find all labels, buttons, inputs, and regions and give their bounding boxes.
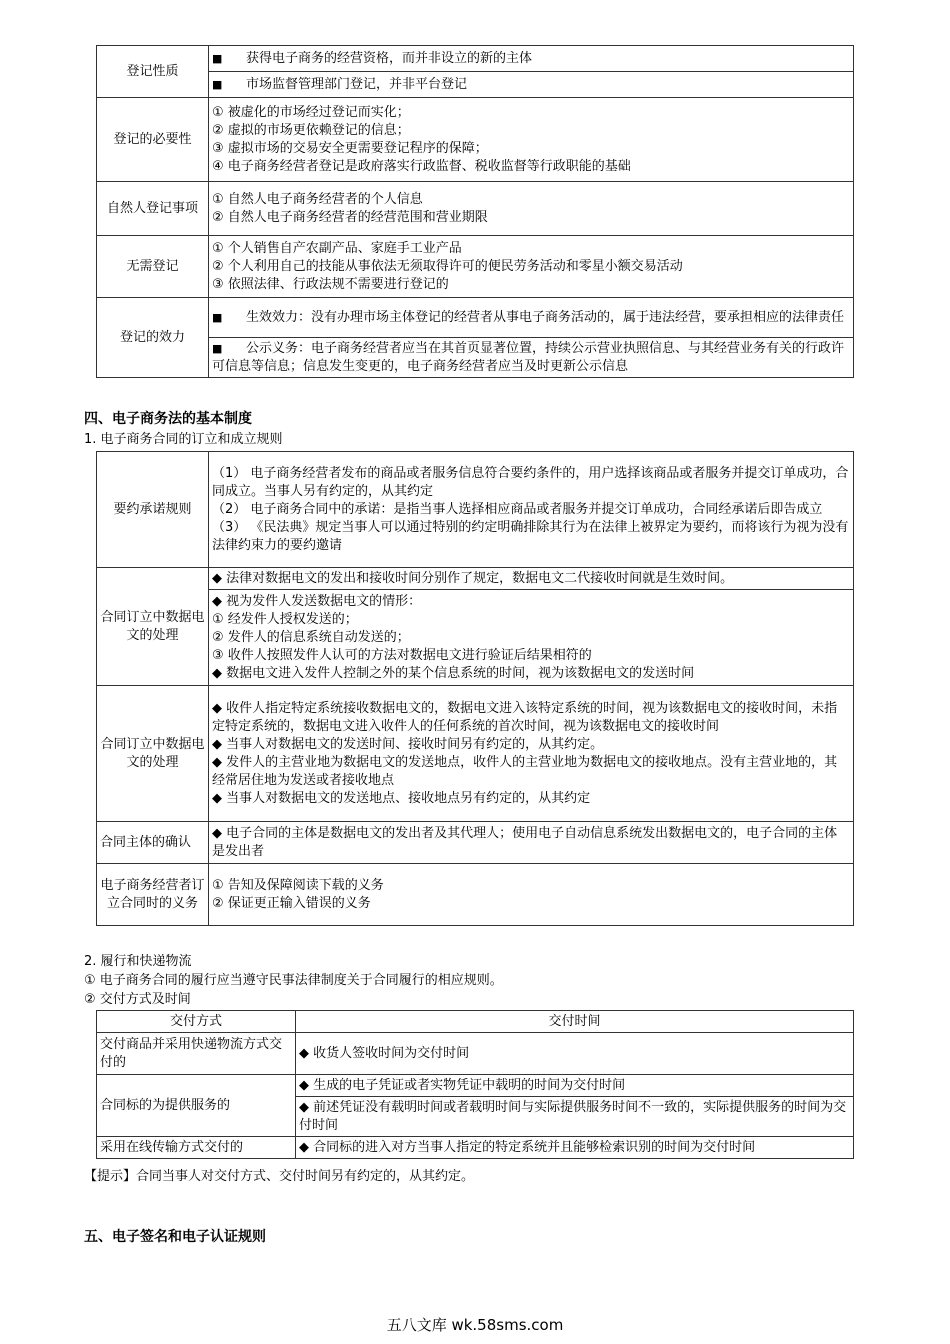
cell: ■ 生效效力：没有办理市场主体登记的经营者从事电子商务活动的，属于违法经营，要承担相应的法律责任: [209, 298, 854, 338]
paragraph: ① 电子商务合同的履行应当遵守民事法律制度关于合同履行的相应规则。: [84, 973, 503, 988]
row-label: 合同订立中数据电文的处理: [97, 568, 209, 686]
delivery-table: [96, 1010, 854, 1159]
cell: ① 个人销售自产农副产品、家庭手工业产品 ② 个人利用自己的技能从事依法无须取得许可的便民劳务活动和零星小额交易活动 ③ 依照法律、行政法规不需要进行登记的: [209, 236, 854, 298]
tip-note: 【提示】合同当事人对交付方式、交付时间另有约定的，从其约定。: [84, 1169, 475, 1184]
contract-table: [96, 451, 854, 926]
subsection-2-heading: 2. 履行和快递物流: [84, 954, 192, 969]
cell: 交付商品并采用快递物流方式交付的: [97, 1033, 296, 1075]
row-label: 合同订立中数据电文的处理: [97, 686, 209, 822]
cell: ◆ 电子合同的主体是数据电文的发出者及其代理人；使用电子自动信息系统发出数据电文的，电子合同的主体是发出者: [209, 822, 854, 864]
row-label: 登记的效力: [97, 298, 209, 378]
cell: ◆ 合同标的进入对方当事人指定的特定系统并且能够检索识别的时间为交付时间: [296, 1137, 854, 1159]
square-bullet-icon: ■: [212, 51, 223, 65]
cell: ◆ 前述凭证没有载明时间或者载明时间与实际提供服务时间不一致的，实际提供服务的时间为交付时间: [296, 1097, 854, 1137]
row-label: 无需登记: [97, 236, 209, 298]
row-label: 合同主体的确认: [97, 822, 209, 864]
square-bullet-icon: ■: [212, 310, 223, 324]
cell: ◆ 法律对数据电文的发出和接收时间分别作了规定，数据电文二代接收时间就是生效时间。: [209, 568, 854, 590]
cell: ◆ 收件人指定特定系统接收数据电文的，数据电文进入该特定系统的时间，视为该数据电文的接收时间，未指定特定系统的，数据电文进入收件人的任何系统的首次时间，视为该数据电文的接收时间 ◆ 当事人对数据电文的发送时间、接收时间另有约定的，从其约定。 ◆ 发件人的主营业地为数据电文的发送地点，收件人的主营业地为数据电文的接收地点。没有主营业地的，其经常居住地为发送或者接收地点 ◆ 当事人对数据电文的发送地点、接收地点另有约定的，从其约定: [209, 686, 854, 822]
cell: ■ 公示义务：电子商务经营者应当在其首页显著位置，持续公示营业执照信息、与其经营业务有关的行政许可信息等信息；信息发生变更的，电子商务经营者应当及时更新公示信息: [209, 338, 854, 378]
cell: ◆ 生成的电子凭证或者实物凭证中载明的时间为交付时间: [296, 1075, 854, 1097]
cell: ① 自然人电子商务经营者的个人信息 ② 自然人电子商务经营者的经营范围和营业期限: [209, 182, 854, 236]
section-4-heading: 四、电子商务法的基本制度: [84, 411, 252, 427]
column-header: 交付方式: [97, 1011, 296, 1033]
registration-table: [96, 45, 854, 378]
cell: ① 告知及保障阅读下载的义务 ② 保证更正输入错误的义务: [209, 864, 854, 926]
cell: （1） 电子商务经营者发布的商品或者服务信息符合要约条件的，用户选择该商品或者服务并提交订单成功，合同成立。当事人另有约定的，从其约定 （2） 电子商务合同中的承诺：是指当事人选择相应商品或者服务并提交订单成功，合同经承诺后即告成立 （3） 《民法典》规定当事人可以通过特别的约定明确排除其行为在法律上被界定为要约，而将该行为视为没有法律约束力的要约邀请: [209, 452, 854, 568]
cell: ◆ 收货人签收时间为交付时间: [296, 1033, 854, 1075]
row-label: 登记的必要性: [97, 98, 209, 182]
column-header: 交付时间: [296, 1011, 854, 1033]
square-bullet-icon: ■: [212, 341, 223, 355]
square-bullet-icon: ■: [212, 77, 223, 91]
row-label: 登记性质: [97, 46, 209, 98]
row-label: 电子商务经营者订立合同时的义务: [97, 864, 209, 926]
cell: ■ 市场监督管理部门登记，并非平台登记: [209, 72, 854, 98]
row-label: 要约承诺规则: [97, 452, 209, 568]
subsection-1-heading: 1. 电子商务合同的订立和成立规则: [84, 432, 283, 447]
cell: ◆ 视为发件人发送数据电文的情形： ① 经发件人授权发送的； ② 发件人的信息系统自动发送的； ③ 收件人按照发件人认可的方法对数据电文进行验证后结果相符的 ◆ 数据电文进入发件人控制之外的某个信息系统的时间，视为该数据电文的发送时间: [209, 590, 854, 686]
section-5-heading: 五、电子签名和电子认证规则: [84, 1229, 266, 1245]
row-label: 自然人登记事项: [97, 182, 209, 236]
footer-watermark: 五八文库 wk.58sms.com: [386, 1316, 564, 1334]
cell: ① 被虚化的市场经过登记而实化； ② 虚拟的市场更依赖登记的信息； ③ 虚拟市场的交易安全更需要登记程序的保障； ④ 电子商务经营者登记是政府落实行政监督、税收监督等行政职能的基础: [209, 98, 854, 182]
cell: 采用在线传输方式交付的: [97, 1137, 296, 1159]
cell: 合同标的为提供服务的: [97, 1075, 296, 1137]
paragraph: ② 交付方式及时间: [84, 992, 191, 1007]
cell: ■ 获得电子商务的经营资格，而并非设立的新的主体: [209, 46, 854, 72]
